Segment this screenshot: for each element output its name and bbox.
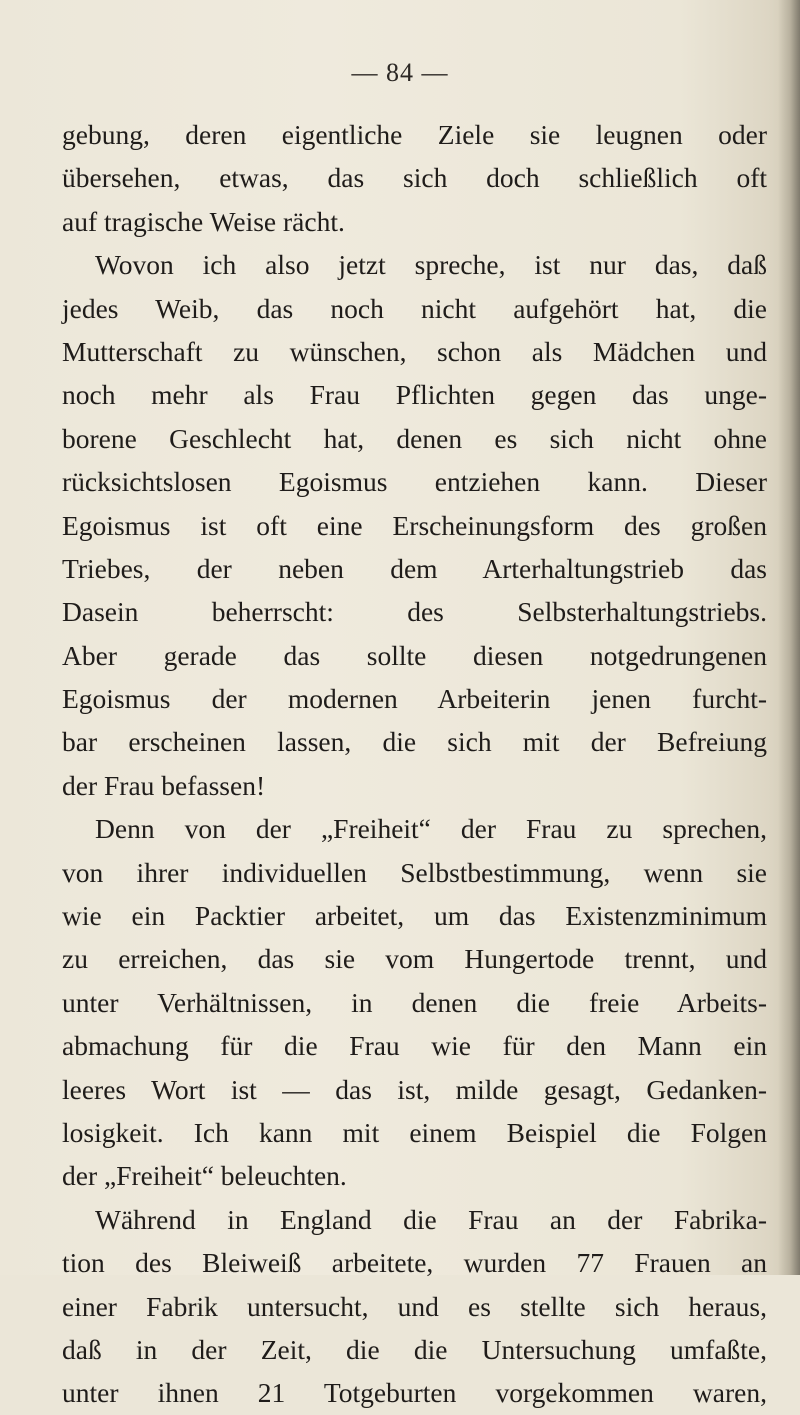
text-line: der „Freiheit“ beleuchten. (62, 1160, 347, 1192)
text-line: Aber gerade das sollte diesen notgedrungenen (62, 639, 767, 671)
text-line: zu erreichen, das sie vom Hungertode trennt, und (62, 943, 767, 975)
text-line: bar erscheinen lassen, die sich mit der Befreiung (62, 726, 767, 758)
text-line: borene Geschlecht hat, denen es sich nicht ohne (62, 422, 767, 454)
page-number: — 84 — (351, 58, 449, 87)
text-line: übersehen, etwas, das sich doch schließlich oft (62, 162, 767, 194)
text-line: tion des Bleiweiß arbeitete, wurden 77 Frauen an (62, 1247, 767, 1279)
page-edge-shadow (778, 0, 800, 1275)
text-line: Egoismus der modernen Arbeiterin jenen furcht- (62, 683, 767, 715)
text-line: jedes Weib, das noch nicht aufgehört hat, die (62, 292, 767, 324)
text-line: Während in England die Frau an der Fabrika- (95, 1203, 767, 1235)
text-line: Denn von der „Freiheit“ der Frau zu sprechen, (95, 813, 767, 845)
text-line: von ihrer individuellen Selbstbestimmung, wenn sie (62, 856, 767, 888)
text-line: unter ihnen 21 Totgeburten vorgekommen waren, (62, 1377, 767, 1409)
text-line: unter Verhältnissen, in denen die freie Arbeits- (62, 986, 767, 1018)
text-line: wie ein Packtier arbeitet, um das Existenzminimum (62, 900, 767, 932)
body-text (62, 113, 767, 1415)
text-line: auf tragische Weise rächt. (62, 205, 345, 237)
text-line: Triebes, der neben dem Arterhaltungstrieb das (62, 552, 767, 584)
text-line: abmachung für die Frau wie für den Mann ein (62, 1030, 767, 1062)
text-line: einer Fabrik untersucht, und es stellte sich heraus, (62, 1290, 767, 1322)
text-line: Dasein beherrscht: des Selbsterhaltungstriebs. (62, 596, 767, 628)
text-line: leeres Wort ist — das ist, milde gesagt, Gedanken- (62, 1073, 767, 1105)
text-line: losigkeit. Ich kann mit einem Beispiel die Folgen (62, 1116, 767, 1148)
text-line: gebung, deren eigentliche Ziele sie leugnen oder (62, 119, 767, 150)
text-line: Wovon ich also jetzt spreche, ist nur das, daß (95, 249, 767, 281)
text-line: noch mehr als Frau Pflichten gegen das unge- (62, 379, 767, 411)
text-line: der Frau befassen! (62, 769, 266, 801)
text-line: daß in der Zeit, die die Untersuchung umfaßte, (62, 1333, 767, 1365)
text-line: rücksichtslosen Egoismus entziehen kann. Dieser (62, 466, 767, 498)
text-line: Mutterschaft zu wünschen, schon als Mädchen und (62, 335, 767, 367)
text-line: Egoismus ist oft eine Erscheinungsform des großen (62, 509, 767, 541)
